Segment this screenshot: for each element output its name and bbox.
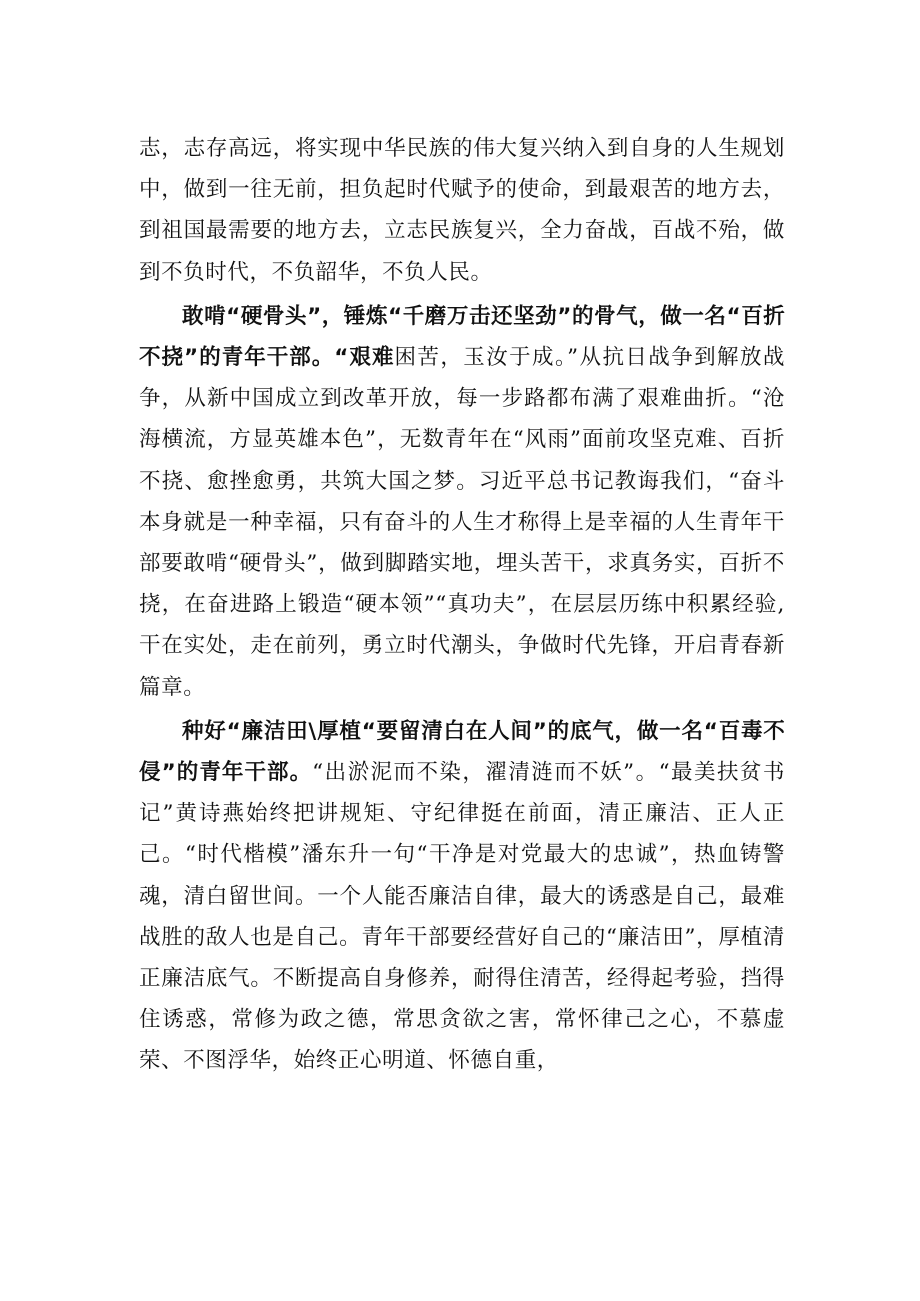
paragraph-3-body: “出淤泥而不染，濯清涟而不妖”。“最美扶贫书记”黄诗燕始终把讲规矩、守纪律挺在前面，清正廉洁、正人正己。“时代楷模”潘东升一句“干净是对党最大的忠诚”，热血铸警魂，清白留世间。一个人能否廉洁自律，最大的诱惑是自己，最难战胜的敌人也是自己。青年干部要经营好自己的“廉洁田”，厚植清正廉洁底气。不断提高自身修养，耐得住清苦，经得起考验，挡得住诱惑，常修为政之德，常思贪欲之害，常怀律己之心，不慕虚荣、不图浮华，始终正心明道、怀德自重， xyxy=(139,760,785,1074)
paragraph-1-body: 志，志存高远，将实现中华民族的伟大复兴纳入到自身的人生规划中，做到一往无前，担负起时代赋予的使命，到最艰苦的地方去，到祖国最需要的地方去，立志民族复兴，全力奋战，百战不殆，做到不负时代，不负韶华，不负人民。 xyxy=(139,136,785,285)
paragraph-1 xyxy=(139,128,785,293)
paragraph-2-heading: 敢啃“硬骨头”，锤炼“千磨万击还坚劲”的骨气，做一名“百折不挠”的青年干部。“艰难 xyxy=(139,303,785,371)
paragraph-2-body: 困苦，玉汝于成。”从抗日战争到解放战争，从新中国成立到改革开放，每一步路都布满了艰难曲折。“沧海横流，方显英雄本色”，无数青年在“风雨”面前攻坚克难、百折不挠、愈挫愈勇，共筑大国之梦。习近平总书记教诲我们，“奋斗本身就是一种幸福，只有奋斗的人生才称得上是幸福的人生青年干部要敢啃“硬骨头”，做到脚踏实地，埋头苦干，求真务实，百折不挠，在奋进路上锻造“硬本领”“真功夫”，在层层历练中积累经验,干在实处，走在前列，勇立时代潮头，争做时代先锋，开启青春新篇章。 xyxy=(139,345,785,700)
paragraph-3-heading: 种好“廉洁田\厚植“要留清白在人间”的底气，做一名“百毒不侵”的青年干部。 xyxy=(139,718,785,786)
paragraph-2 xyxy=(139,296,785,708)
paragraph-3 xyxy=(139,711,785,1082)
document-page xyxy=(139,126,785,1082)
